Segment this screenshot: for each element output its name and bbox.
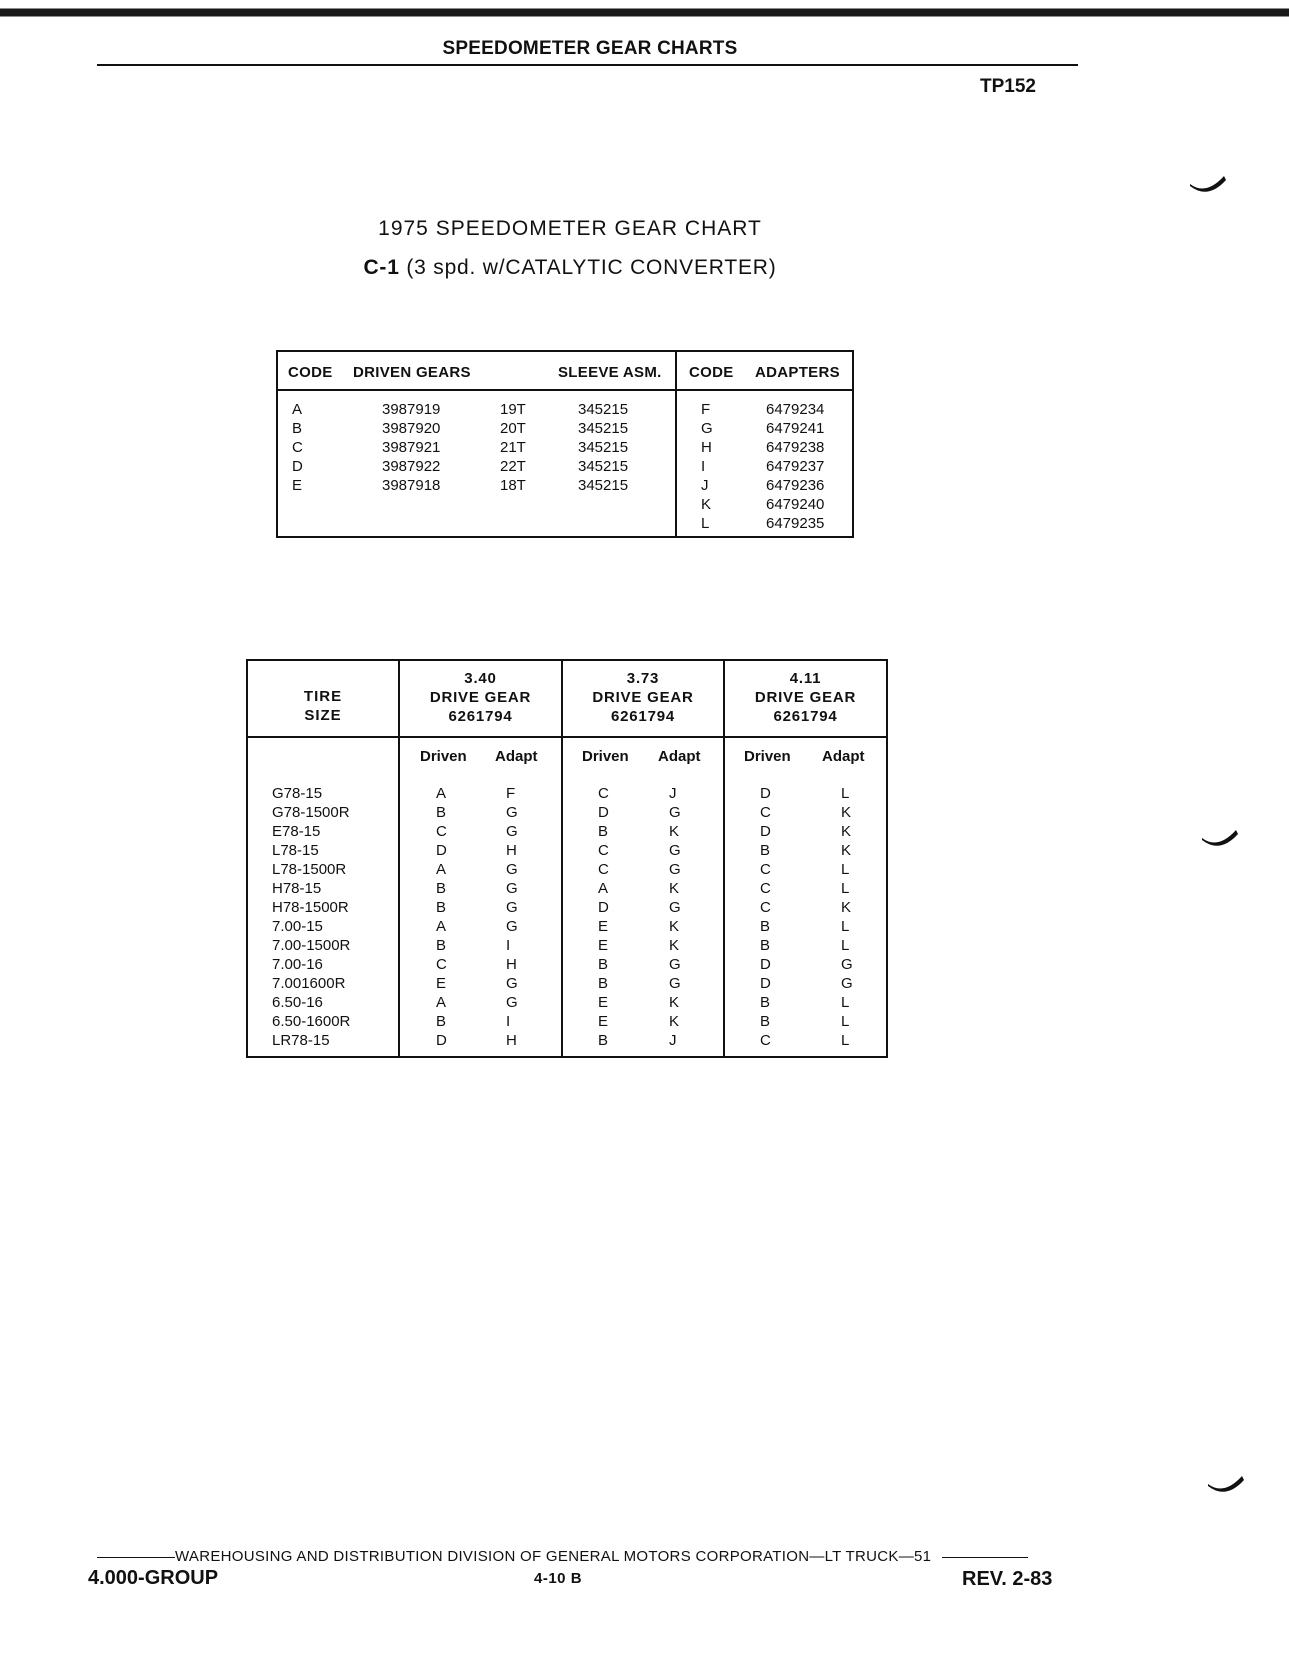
adapt-373-cell: G — [669, 842, 681, 859]
gear-teeth: 20T — [500, 420, 526, 437]
tire-size-cell: 7.00-1500R — [272, 937, 351, 954]
footer-revision: REV. 2-83 — [962, 1568, 1053, 1590]
driven-340-cell: B — [436, 937, 447, 954]
driven-340-cell: A — [436, 918, 447, 935]
tire-size-cell: LR78-15 — [272, 1032, 330, 1049]
adapter-code: L — [701, 515, 710, 532]
driven-gear-part: 3987922 — [382, 458, 441, 475]
adapt-411-cell: K — [841, 823, 852, 840]
driven-373-cell: E — [598, 1013, 609, 1030]
table-header-rule — [278, 389, 852, 391]
tire-size-header — [248, 687, 398, 725]
chart-title: 1975 SPEEDOMETER GEAR CHART — [378, 217, 762, 240]
driven-gear-part: 3987921 — [382, 439, 441, 456]
adapt-373-cell: J — [669, 1032, 677, 1049]
gears-adapters-table — [276, 350, 854, 538]
binder-mark-icon — [1206, 1474, 1246, 1496]
driven-373-cell: A — [598, 880, 609, 897]
tire-size-cell: 7.001600R — [272, 975, 346, 992]
drive-gear-label: DRIVE GEAR — [592, 689, 694, 706]
driven-373-cell: B — [598, 823, 609, 840]
driven-373-cell: E — [598, 994, 609, 1011]
document-code: TP152 — [980, 76, 1036, 97]
adapt-340-cell: G — [506, 899, 518, 916]
driven-373-cell: C — [598, 785, 609, 802]
adapter-code: J — [701, 477, 709, 494]
adapter-part: 6479234 — [766, 401, 825, 418]
gear-ratio: 4.11 — [789, 670, 822, 687]
sub-header-driven: Driven — [744, 748, 791, 765]
adapt-340-cell: F — [506, 785, 516, 802]
adapt-373-cell: K — [669, 994, 680, 1011]
sleeve-asm-part: 345215 — [578, 439, 629, 456]
drive-gear-part: 6261794 — [448, 708, 513, 725]
driven-340-cell: C — [436, 823, 447, 840]
page-header-title: SPEEDOMETER GEAR CHARTS — [442, 38, 738, 59]
header-code: CODE — [288, 364, 333, 381]
adapt-340-cell: G — [506, 918, 518, 935]
footer-group: 4.000-GROUP — [88, 1567, 219, 1589]
gear-code: D — [292, 458, 303, 475]
adapt-373-cell: K — [669, 937, 680, 954]
sleeve-asm-part: 345215 — [578, 401, 629, 418]
chart-subtitle-code: C-1 — [363, 256, 400, 279]
driven-373-cell: B — [598, 975, 609, 992]
driven-340-cell: C — [436, 956, 447, 973]
tire-size-table — [246, 659, 888, 1058]
tire-size-cell: 7.00-16 — [272, 956, 323, 973]
driven-373-cell: C — [598, 861, 609, 878]
footer-division-text: WAREHOUSING AND DISTRIBUTION DIVISION OF GENERAL MOTORS CORPORATION—LT TRUCK—51 — [175, 1548, 932, 1565]
chart-subtitle — [300, 256, 840, 280]
driven-gear-part: 3987920 — [382, 420, 441, 437]
driven-373-cell: E — [598, 937, 609, 954]
adapter-part: 6479240 — [766, 496, 825, 513]
driven-411-cell: C — [760, 804, 771, 821]
adapt-411-cell: L — [841, 994, 850, 1011]
driven-411-cell: B — [760, 1013, 771, 1030]
driven-411-cell: B — [760, 842, 771, 859]
driven-373-cell: E — [598, 918, 609, 935]
driven-340-cell: A — [436, 785, 447, 802]
adapt-411-cell: K — [841, 899, 852, 916]
tire-size-cell: 6.50-1600R — [272, 1013, 351, 1030]
driven-gear-part: 3987918 — [382, 477, 441, 494]
adapt-373-cell: G — [669, 861, 681, 878]
gear-code: A — [292, 401, 303, 418]
header-rule — [97, 64, 1078, 66]
tire-size-cell: G78-15 — [272, 785, 323, 802]
adapter-code: K — [701, 496, 712, 513]
driven-411-cell: D — [760, 823, 771, 840]
sub-header-adapt: Adapt — [658, 748, 701, 765]
driven-340-cell: D — [436, 842, 447, 859]
driven-340-cell: A — [436, 861, 447, 878]
driven-340-cell: B — [436, 899, 447, 916]
adapter-code: F — [701, 401, 711, 418]
adapt-340-cell: G — [506, 994, 518, 1011]
driven-411-cell: B — [760, 994, 771, 1011]
driven-340-cell: A — [436, 994, 447, 1011]
adapt-411-cell: L — [841, 1013, 850, 1030]
binder-mark-icon — [1188, 174, 1228, 196]
adapt-411-cell: L — [841, 880, 850, 897]
adapter-part: 6479237 — [766, 458, 825, 475]
drive-gear-part: 6261794 — [773, 708, 838, 725]
gear-code: C — [292, 439, 303, 456]
driven-411-cell: D — [760, 785, 771, 802]
driven-340-cell: D — [436, 1032, 447, 1049]
adapt-373-cell: G — [669, 804, 681, 821]
adapt-411-cell: K — [841, 842, 852, 859]
adapt-373-cell: G — [669, 899, 681, 916]
driven-411-cell: B — [760, 918, 771, 935]
table-divider — [675, 352, 677, 538]
drive-gear-group-411 — [725, 669, 886, 726]
header-adapters: ADAPTERS — [755, 364, 840, 381]
footer-division-line — [97, 1548, 1028, 1565]
gear-teeth: 22T — [500, 458, 526, 475]
drive-gear-label: DRIVE GEAR — [429, 689, 532, 706]
tire-size-cell: H78-15 — [272, 880, 322, 897]
tire-size-cell: 6.50-16 — [272, 994, 323, 1011]
adapt-411-cell: L — [841, 918, 850, 935]
sub-header-driven: Driven — [582, 748, 629, 765]
adapt-373-cell: G — [669, 975, 681, 992]
adapt-373-cell: K — [669, 823, 680, 840]
sub-header-adapt: Adapt — [822, 748, 865, 765]
chart-subtitle-text: (3 spd. w/CATALYTIC CONVERTER) — [406, 256, 777, 279]
driven-411-cell: D — [760, 975, 771, 992]
gear-teeth: 19T — [500, 401, 526, 418]
driven-411-cell: C — [760, 899, 771, 916]
adapt-411-cell: L — [841, 937, 850, 954]
adapt-373-cell: G — [669, 956, 681, 973]
sub-header-adapt: Adapt — [495, 748, 538, 765]
adapt-373-cell: K — [669, 1013, 680, 1030]
adapt-340-cell: I — [506, 1013, 511, 1030]
tire-size-cell: L78-15 — [272, 842, 319, 859]
driven-373-cell: B — [598, 956, 609, 973]
driven-340-cell: B — [436, 1013, 447, 1030]
tire-size-cell: H78-1500R — [272, 899, 349, 916]
adapter-part: 6479238 — [766, 439, 825, 456]
header-sleeve-asm: SLEEVE ASM. — [558, 364, 662, 381]
gear-ratio: 3.40 — [464, 670, 497, 687]
drive-gear-label: DRIVE GEAR — [754, 689, 857, 706]
tire-size-cell: E78-15 — [272, 823, 321, 840]
tire-size-cell: 7.00-15 — [272, 918, 323, 935]
header-driven-gears: DRIVEN GEARS — [353, 364, 471, 381]
tire-header-line: SIZE — [304, 707, 342, 724]
adapt-340-cell: H — [506, 842, 517, 859]
adapt-340-cell: G — [506, 823, 518, 840]
driven-gear-part: 3987919 — [382, 401, 441, 418]
adapt-411-cell: L — [841, 1032, 850, 1049]
gear-teeth: 21T — [500, 439, 526, 456]
top-border-bar — [0, 0, 1289, 22]
adapt-373-cell: K — [669, 880, 680, 897]
driven-373-cell: B — [598, 1032, 609, 1049]
binder-mark-icon — [1200, 828, 1240, 850]
adapt-411-cell: G — [841, 975, 853, 992]
drive-gear-group-373 — [563, 669, 723, 726]
gear-ratio: 3.73 — [626, 670, 660, 687]
sleeve-asm-part: 345215 — [578, 458, 629, 475]
driven-340-cell: B — [436, 880, 447, 897]
footer-page-number: 4-10 B — [534, 1570, 583, 1587]
driven-340-cell: E — [436, 975, 447, 992]
adapter-part: 6479236 — [766, 477, 825, 494]
sleeve-asm-part: 345215 — [578, 420, 629, 437]
gear-code: B — [292, 420, 303, 437]
adapter-code: I — [701, 458, 706, 475]
adapter-code: G — [701, 420, 713, 437]
tire-size-cell: L78-1500R — [272, 861, 347, 878]
driven-411-cell: B — [760, 937, 771, 954]
tire-header-line: TIRE — [303, 688, 343, 705]
adapt-411-cell: L — [841, 785, 850, 802]
drive-gear-group-340 — [400, 669, 561, 726]
drive-gear-part: 6261794 — [611, 708, 675, 725]
adapt-340-cell: G — [506, 975, 518, 992]
adapt-340-cell: I — [506, 937, 511, 954]
adapt-411-cell: L — [841, 861, 850, 878]
driven-411-cell: C — [760, 1032, 771, 1049]
adapt-373-cell: K — [669, 918, 680, 935]
driven-411-cell: D — [760, 956, 771, 973]
driven-340-cell: B — [436, 804, 447, 821]
adapt-340-cell: G — [506, 880, 518, 897]
sleeve-asm-part: 345215 — [578, 477, 629, 494]
adapter-code: H — [701, 439, 712, 456]
adapt-411-cell: G — [841, 956, 853, 973]
adapter-part: 6479235 — [766, 515, 825, 532]
gear-code: E — [292, 477, 303, 494]
driven-411-cell: C — [760, 861, 771, 878]
header-adapter-code: CODE — [689, 364, 734, 381]
adapt-411-cell: K — [841, 804, 852, 821]
adapt-373-cell: J — [669, 785, 677, 802]
gear-teeth: 18T — [500, 477, 526, 494]
adapt-340-cell: G — [506, 861, 518, 878]
adapt-340-cell: G — [506, 804, 518, 821]
sub-header-driven: Driven — [420, 748, 467, 765]
adapt-340-cell: H — [506, 1032, 517, 1049]
adapt-340-cell: H — [506, 956, 517, 973]
driven-373-cell: D — [598, 899, 609, 916]
driven-373-cell: C — [598, 842, 609, 859]
driven-411-cell: C — [760, 880, 771, 897]
tire-size-cell: G78-1500R — [272, 804, 350, 821]
driven-373-cell: D — [598, 804, 609, 821]
table-header-rule — [248, 736, 886, 738]
adapter-part: 6479241 — [766, 420, 825, 437]
